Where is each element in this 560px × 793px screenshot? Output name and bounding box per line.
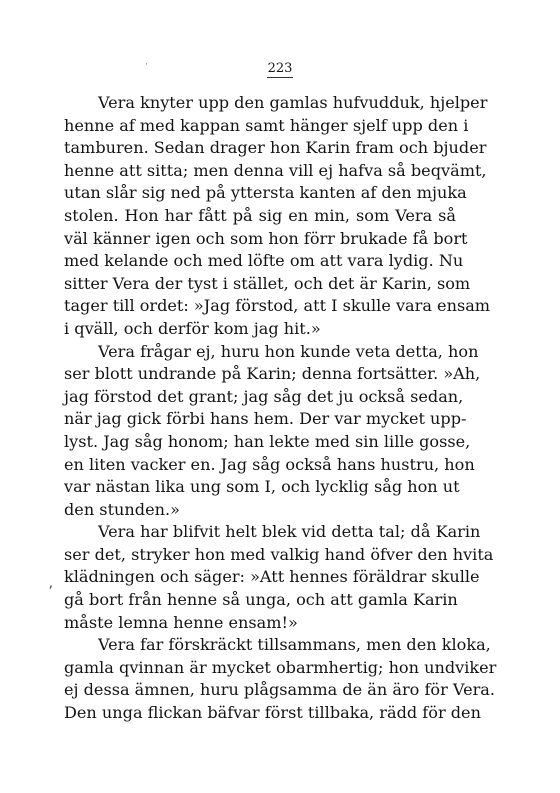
text-line: Vera frågar ej, huru hon kunde veta detta, hon <box>98 341 479 361</box>
text-line: ej dessa ämnen, huru plågsamma de än äro för Vera. <box>64 680 496 700</box>
text-line: Den unga flickan bäfvar först tillbaka, rädd för den <box>64 703 481 723</box>
page-number-text: 223 <box>267 61 293 76</box>
text-line: väl känner igen och som hon förr brukade få bort <box>64 228 468 248</box>
text-line: var nästan lika ung som I, och lycklig såg hon ut <box>64 477 460 497</box>
text-line: utan slår sig ned på yttersta kanten af den mjuka <box>64 183 467 203</box>
text-line: Vera har blifvit helt blek vid detta tal; då Karin <box>98 522 481 542</box>
text-line: Vera knyter upp den gamlas hufvudduk, hjelper <box>98 93 488 112</box>
text-line: henne af med kappan samt hänger sjelf upp den i <box>64 115 469 135</box>
margin-mark: ʼ <box>48 584 53 600</box>
text-line: lyst. Jag såg honom; han lekte med sin lille gosse, <box>64 431 471 451</box>
page-dot-mark: · <box>145 60 148 70</box>
text-line: gamla qvinnan är mycket obarmhertig; hon undviker <box>64 657 497 677</box>
text-line: ser det, stryker hon med valkig hand öfver den hvita <box>64 544 494 564</box>
text-line: med kelande och med löfte om att vara lydig. Nu <box>64 251 464 271</box>
text-line: stolen. Hon har fått på sig en min, som Vera så <box>64 205 456 225</box>
text-line: när jag gick förbi hans hem. Der var mycket upp- <box>64 409 467 429</box>
text-line: klädningen och säger: »Att hennes föräldrar skulle <box>64 567 480 587</box>
text-line: måste lemna henne ensam!» <box>64 612 298 632</box>
text-line: jag förstod det grant; jag såg det ju också sedan, <box>64 386 464 406</box>
text-line: en liten vacker en. Jag såg också hans hustru, hon <box>64 454 475 474</box>
page-number <box>0 61 560 76</box>
body-text <box>64 92 497 725</box>
text-line: henne att sitta; men denna vill ej hafva så beqvämt, <box>64 160 487 180</box>
text-line: gå bort från henne så unga, och att gamla Karin <box>64 590 458 610</box>
text-line: sitter Vera der tyst i stället, och det är Karin, som <box>64 273 471 293</box>
text-line: tamburen. Sedan drager hon Karin fram och bjuder <box>64 138 487 158</box>
text-line: den stunden.» <box>64 499 180 519</box>
text-line: i qväll, och derför kom jag hit.» <box>64 318 321 338</box>
text-line: Vera far förskräckt tillsammans, men den kloka, <box>98 635 491 655</box>
text-line: tager till ordet: »Jag förstod, att I skulle vara ensam <box>64 296 491 316</box>
text-line: ser blott undrande på Karin; denna fortsätter. »Ah, <box>64 364 481 384</box>
